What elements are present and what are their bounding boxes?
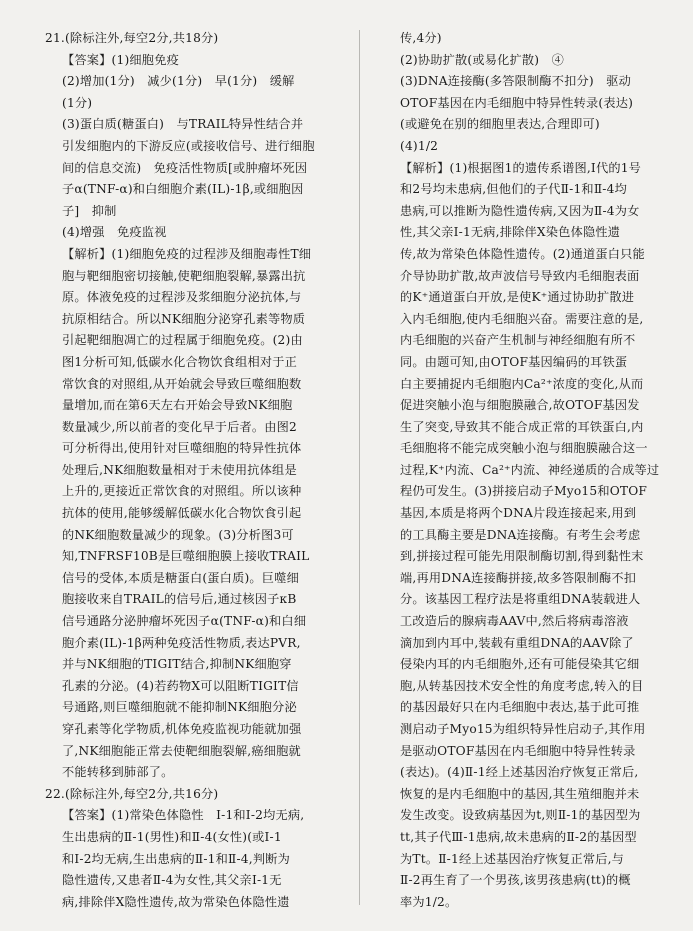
text-line: 生出患病的Ⅱ-1(男性)和Ⅱ-4(女性)(或Ⅰ-1 — [62, 829, 282, 844]
text-line: 程仍可发生。(3)拼接启动子Myo15和OTOF — [400, 484, 648, 499]
text-line: 不能转移到肺部了。 — [62, 765, 174, 780]
text-line: 数量减少,所以前者的变化早于后者。由图2 — [62, 419, 298, 434]
text-line: 信号通路分泌肿瘤坏死因子α(TNF-α)和白细 — [62, 614, 307, 629]
text-line: 工改造后的腺病毒AAV中,然后将病毒溶液 — [400, 614, 629, 629]
text-line: Ⅱ-2再生育了一个男孩,该男孩患病(tt)的概 — [400, 873, 631, 888]
text-line: 毛细胞将不能完成突触小泡与细胞膜融合这一 — [400, 441, 648, 456]
text-line: 抗体的使用,能够缓解低碳水化合物饮食引起 — [62, 506, 302, 521]
text-line: 到,拼接过程可能先用限制酶切割,得到黏性末 — [400, 549, 644, 564]
text-line: 发生改变。设致病基因为t,则Ⅱ-1的基因型为 — [400, 808, 641, 823]
text-line: 上升的,更接近正常饮食的对照组。所以该种 — [62, 484, 302, 499]
text-line: 【答案】(1)细胞免疫 — [62, 52, 179, 67]
text-line: (表达)。(4)Ⅱ-1经上述基因治疗恢复正常后, — [400, 765, 639, 780]
text-line: 和Ⅰ-2均无病,生出患病的Ⅱ-1和Ⅱ-4,判断为 — [62, 851, 290, 866]
text-line: (4)1/2 — [400, 138, 439, 153]
text-line: 的基因最好只在内毛细胞中表达,基于此可推 — [400, 700, 640, 715]
text-line: OTOF基因在内毛细胞中特异性转录(表达) — [400, 95, 634, 110]
text-line: 生了突变,导致其不能合成正常的耳铁蛋白,内 — [400, 419, 644, 434]
text-line: (1分) — [62, 95, 93, 110]
text-line: 恢复的是内毛细胞中的基因,其生殖细胞并未 — [400, 786, 640, 801]
text-line: 侵染内耳的内毛细胞外,还有可能侵染其它细 — [400, 657, 640, 672]
text-line: 白主要捕捉内毛细胞内Ca²⁺浓度的变化,从而 — [400, 376, 644, 391]
text-line: 常饮食的对照组,从开始就会导致巨噬细胞数 — [62, 376, 302, 391]
text-line: 胞接收来自TRAIL的信号后,通过核因子κB — [62, 592, 297, 607]
text-line: 同。由题可知,由OTOF基因编码的耳铁蛋 — [400, 354, 628, 369]
text-line: 抗原相结合。所以NK细胞分泌穿孔素等物质 — [62, 311, 306, 326]
text-line: (3)蛋白质(糖蛋白) 与TRAIL特异性结合并 — [62, 117, 304, 132]
text-line: 为Tt。Ⅱ-1经上述基因治疗恢复正常后,与 — [400, 851, 625, 866]
text-line: 量增加,而在第6天左右开始会导致NK细胞 — [62, 398, 293, 413]
text-line: 【解析】(1)细胞免疫的过程涉及细胞毒性T细 — [62, 246, 312, 261]
text-line: 可分析得出,使用针对巨噬细胞的特异性抗体 — [62, 441, 302, 456]
text-line: (4)增强 免疫监视 — [62, 225, 167, 240]
text-line: (3)DNA连接酶(多答限制酶不扣分) 驱动 — [400, 74, 632, 89]
text-line: 过程,K⁺内流、Ca²⁺内流、神经递质的合成等过 — [400, 462, 660, 477]
text-line: 传,故为常染色体隐性遗传。(2)通道蛋白只能 — [400, 246, 645, 261]
text-line: 【答案】(1)常染色体隐性 Ⅰ-1和Ⅰ-2均无病, — [62, 808, 305, 823]
text-line: 测启动子Myo15为组织特异性启动子,其作用 — [400, 722, 646, 736]
right-column — [383, 28, 681, 913]
text-line: 间的信息交流) 免疫活性物质[或肿瘤坏死因 — [62, 160, 308, 175]
text-line: 了,NK细胞能正常去使靶细胞裂解,癌细胞就 — [62, 743, 301, 758]
text-line: 和2号均未患病,但他们的子代Ⅱ-1和Ⅱ-4均 — [400, 182, 627, 197]
column-divider — [359, 30, 360, 905]
text-line: 胞与靶细胞密切接触,使靶细胞裂解,暴露出抗 — [62, 268, 306, 283]
text-line: 22.(除标注外,每空2分,共16分) — [45, 786, 219, 801]
text-line: 胞,从转基因技术安全性的角度考虑,转入的目 — [400, 678, 644, 693]
text-line: 21.(除标注外,每空2分,共18分) — [45, 31, 219, 45]
text-line: 孔素的分泌。(4)若药物X可以阻断TIGIT信 — [62, 678, 299, 693]
text-line: 引发细胞内的下游反应(或接收信号、进行细胞 — [62, 138, 315, 153]
text-line: 患病,可以推断为隐性遗传病,又因为Ⅱ-4为女 — [400, 203, 640, 218]
text-line: 子] 抑制 — [62, 203, 117, 218]
text-line: 的K⁺通道蛋白开放,是使K⁺通过协助扩散进 — [400, 290, 635, 305]
text-line: (或避免在别的细胞里表达,合理即可) — [400, 117, 600, 132]
text-line: 的工具酶主要是DNA连接酶。有考生会考虑 — [400, 527, 641, 542]
text-line: 促进突触小泡与细胞膜融合,故OTOF基因发 — [400, 398, 640, 413]
text-line: 并与NK细胞的TIGIT结合,抑制NK细胞穿 — [62, 657, 292, 672]
text-line: 性,其父亲Ⅰ-1无病,排除伴X染色体隐性遗 — [400, 225, 621, 240]
text-line: 分。该基因工程疗法是将重组DNA装载进人 — [400, 592, 641, 607]
text-line: 处理后,NK细胞数量相对于未使用抗体组是 — [62, 462, 297, 477]
text-line: 原。体液免疫的过程涉及浆细胞分泌抗体,与 — [62, 290, 302, 305]
text-line: 介导协助扩散,故声波信号导致内毛细胞表面 — [400, 268, 640, 283]
left-column — [45, 28, 350, 913]
text-line: 胞介素(IL)-1β两种免疫活性物质,表达PVR, — [62, 635, 301, 650]
text-line: 基因,本质是将两个DNA片段连接起来,用到 — [400, 506, 637, 521]
text-line: 内毛细胞的兴奋产生机制与神经细胞有所不 — [400, 333, 636, 348]
text-line: 端,再用DNA连接酶拼接,故多答限制酶不扣 — [400, 570, 637, 585]
text-line: 【解析】(1)根据图1的遗传系谱图,Ⅰ代的1号 — [400, 160, 642, 175]
text-line: 入内毛细胞,使内毛细胞兴奋。需要注意的是, — [400, 311, 644, 326]
text-line: (2)协助扩散(或易化扩散) ④ — [400, 52, 565, 67]
text-line: 穿孔素等化学物质,机体免疫监视功能就加强 — [62, 722, 302, 736]
text-line: 图1分析可知,低碳水化合物饮食组相对于正 — [62, 354, 298, 369]
text-line: 是驱动OTOF基因在内毛细胞中特异性转录 — [400, 743, 636, 758]
text-line: 率为1/2。 — [400, 894, 458, 909]
text-line: 子α(TNF-α)和白细胞介素(IL)-1β,或细胞因 — [62, 182, 304, 197]
text-line: 引起靶细胞凋亡的过程属于细胞免疫。(2)由 — [62, 333, 303, 348]
text-line: 滴加到内耳中,装载有重组DNA的AAV除了 — [400, 635, 634, 650]
text-line: 号通路,则巨噬细胞就不能抑制NK细胞分泌 — [62, 700, 297, 715]
text-line: 信号的受体,本质是糖蛋白(蛋白质)。巨噬细 — [62, 570, 299, 585]
text-line: tt,其子代Ⅲ-1患病,故未患病的Ⅱ-2的基因型 — [400, 829, 637, 844]
text-line: 传,4分) — [400, 31, 442, 45]
text-line: 隐性遗传,又患者Ⅱ-4为女性,其父亲Ⅰ-1无 — [62, 873, 282, 888]
text-line: 病,排除伴X隐性遗传,故为常染色体隐性遗 — [62, 894, 290, 909]
text-line: (2)增加(1分) 减少(1分) 早(1分) 缓解 — [62, 74, 295, 89]
text-line: 的NK细胞数量减少的现象。(3)分析图3可 — [62, 527, 294, 542]
text-line: 知,TNFRSF10B是巨噬细胞膜上接收TRAIL — [62, 549, 310, 564]
